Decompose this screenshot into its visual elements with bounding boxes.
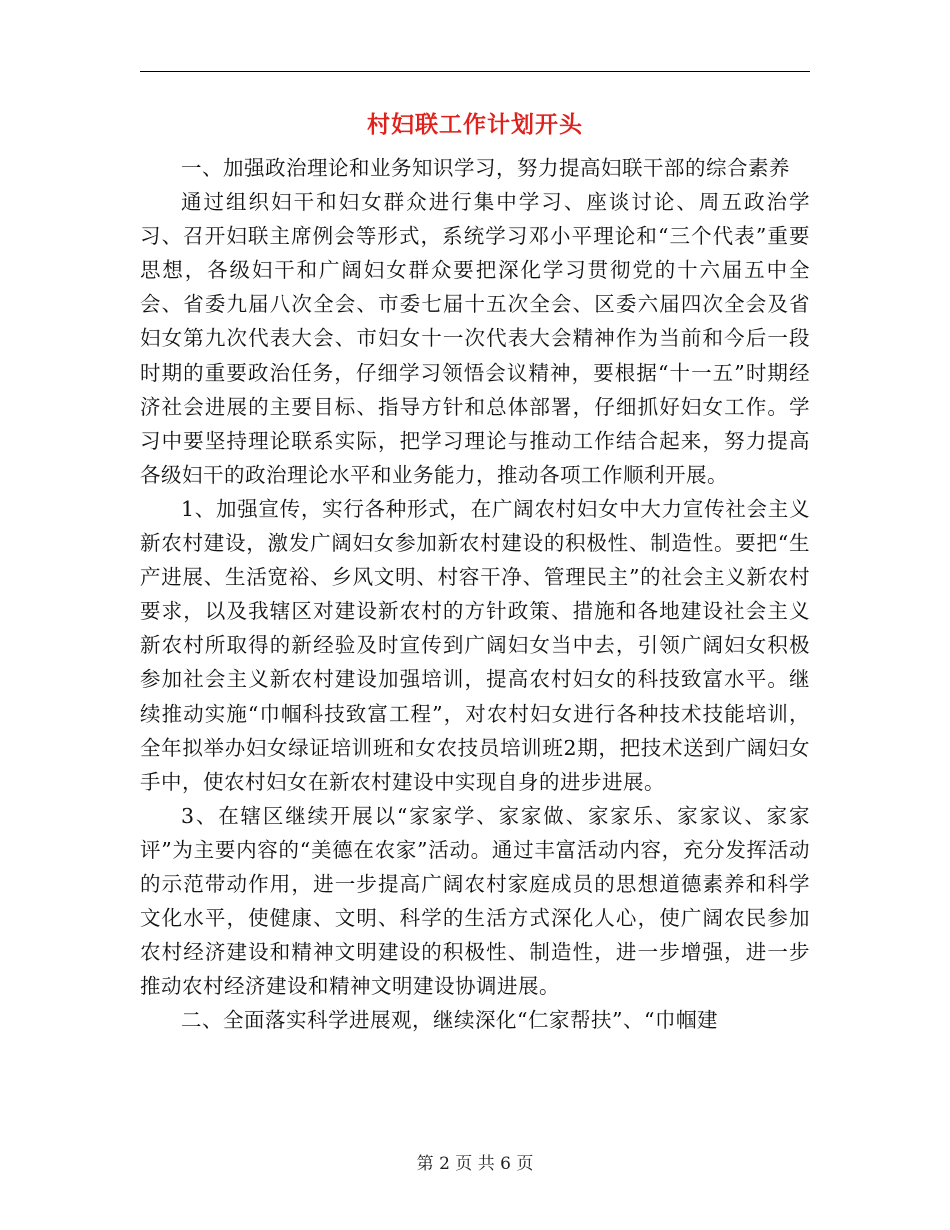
body-paragraph: 通过组织妇干和妇女群众进行集中学习、座谈讨论、周五政治学习、召开妇联主席例会等形式，系统学习邓小平理论和“三个代表”重要思想，各级妇干和广阔妇女群众要把深化学习贯彻党的十六届五中全会、省委九届八次全会、市委七届十五次全会、区委六届四次全会及省妇女第九次代表大会、市妇女十一次代表大会精神作为当前和今后一段时期的重要政治任务，仔细学习领悟会议精神，要根据“十一五”时期经济社会进展的主要目标、指导方针和总体部署，仔细抓好妇女工作。学习中要坚持理论联系实际，把学习理论与推动工作结合起来，努力提高各级妇干的政治理论水平和业务能力，推动各项工作顺利开展。 bbox=[140, 190, 810, 487]
section-heading-2: 二、全面落实科学进展观，继续深化“仁家帮扶”、“巾帼建 bbox=[181, 1008, 718, 1033]
document-title: 村妇联工作计划开头 bbox=[367, 112, 583, 138]
header-rule bbox=[140, 71, 810, 72]
page-number: 第 2 页 共 6 页 bbox=[416, 1154, 534, 1174]
section-heading-1: 一、加强政治理论和业务知识学习，努力提高妇联干部的综合素养 bbox=[181, 156, 790, 180]
document-body bbox=[140, 151, 810, 1037]
body-paragraph: 3、在辖区继续开展以“家家学、家家做、家家乐、家家议、家家评”为主要内容的“美德在农家”活动。通过丰富活动内容，充分发挥活动的示范带动作用，进一步提高广阔农村家庭成员的思想道德素养和科学文化水平，使健康、文明、科学的生活方式深化人心，使广阔农民参加农村经济建设和精神文明建设的积极性、制造性，进一步增强，进一步推动农村经济建设和精神文明建设协调进展。 bbox=[140, 803, 810, 999]
body-paragraph: 1、加强宣传，实行各种形式，在广阔农村妇女中大力宣传社会主义新农村建设，激发广阔妇女参加新农村建设的积极性、制造性。要把“生产进展、生活宽裕、乡风文明、村容干净、管理民主”的社会主义新农村要求，以及我辖区对建设新农村的方针政策、措施和各地建设社会主义新农村所取得的新经验及时宣传到广阔妇女当中去，引领广阔妇女积极参加社会主义新农村建设加强培训，提高农村妇女的科技致富水平。继续推动实施“巾帼科技致富工程”，对农村妇女进行各种技术技能培训，全年拟举办妇女绿证培训班和女农技员培训班2期，把技术送到广阔妇女手中，使农村妇女在新农村建设中实现自身的进步进展。 bbox=[140, 496, 810, 794]
